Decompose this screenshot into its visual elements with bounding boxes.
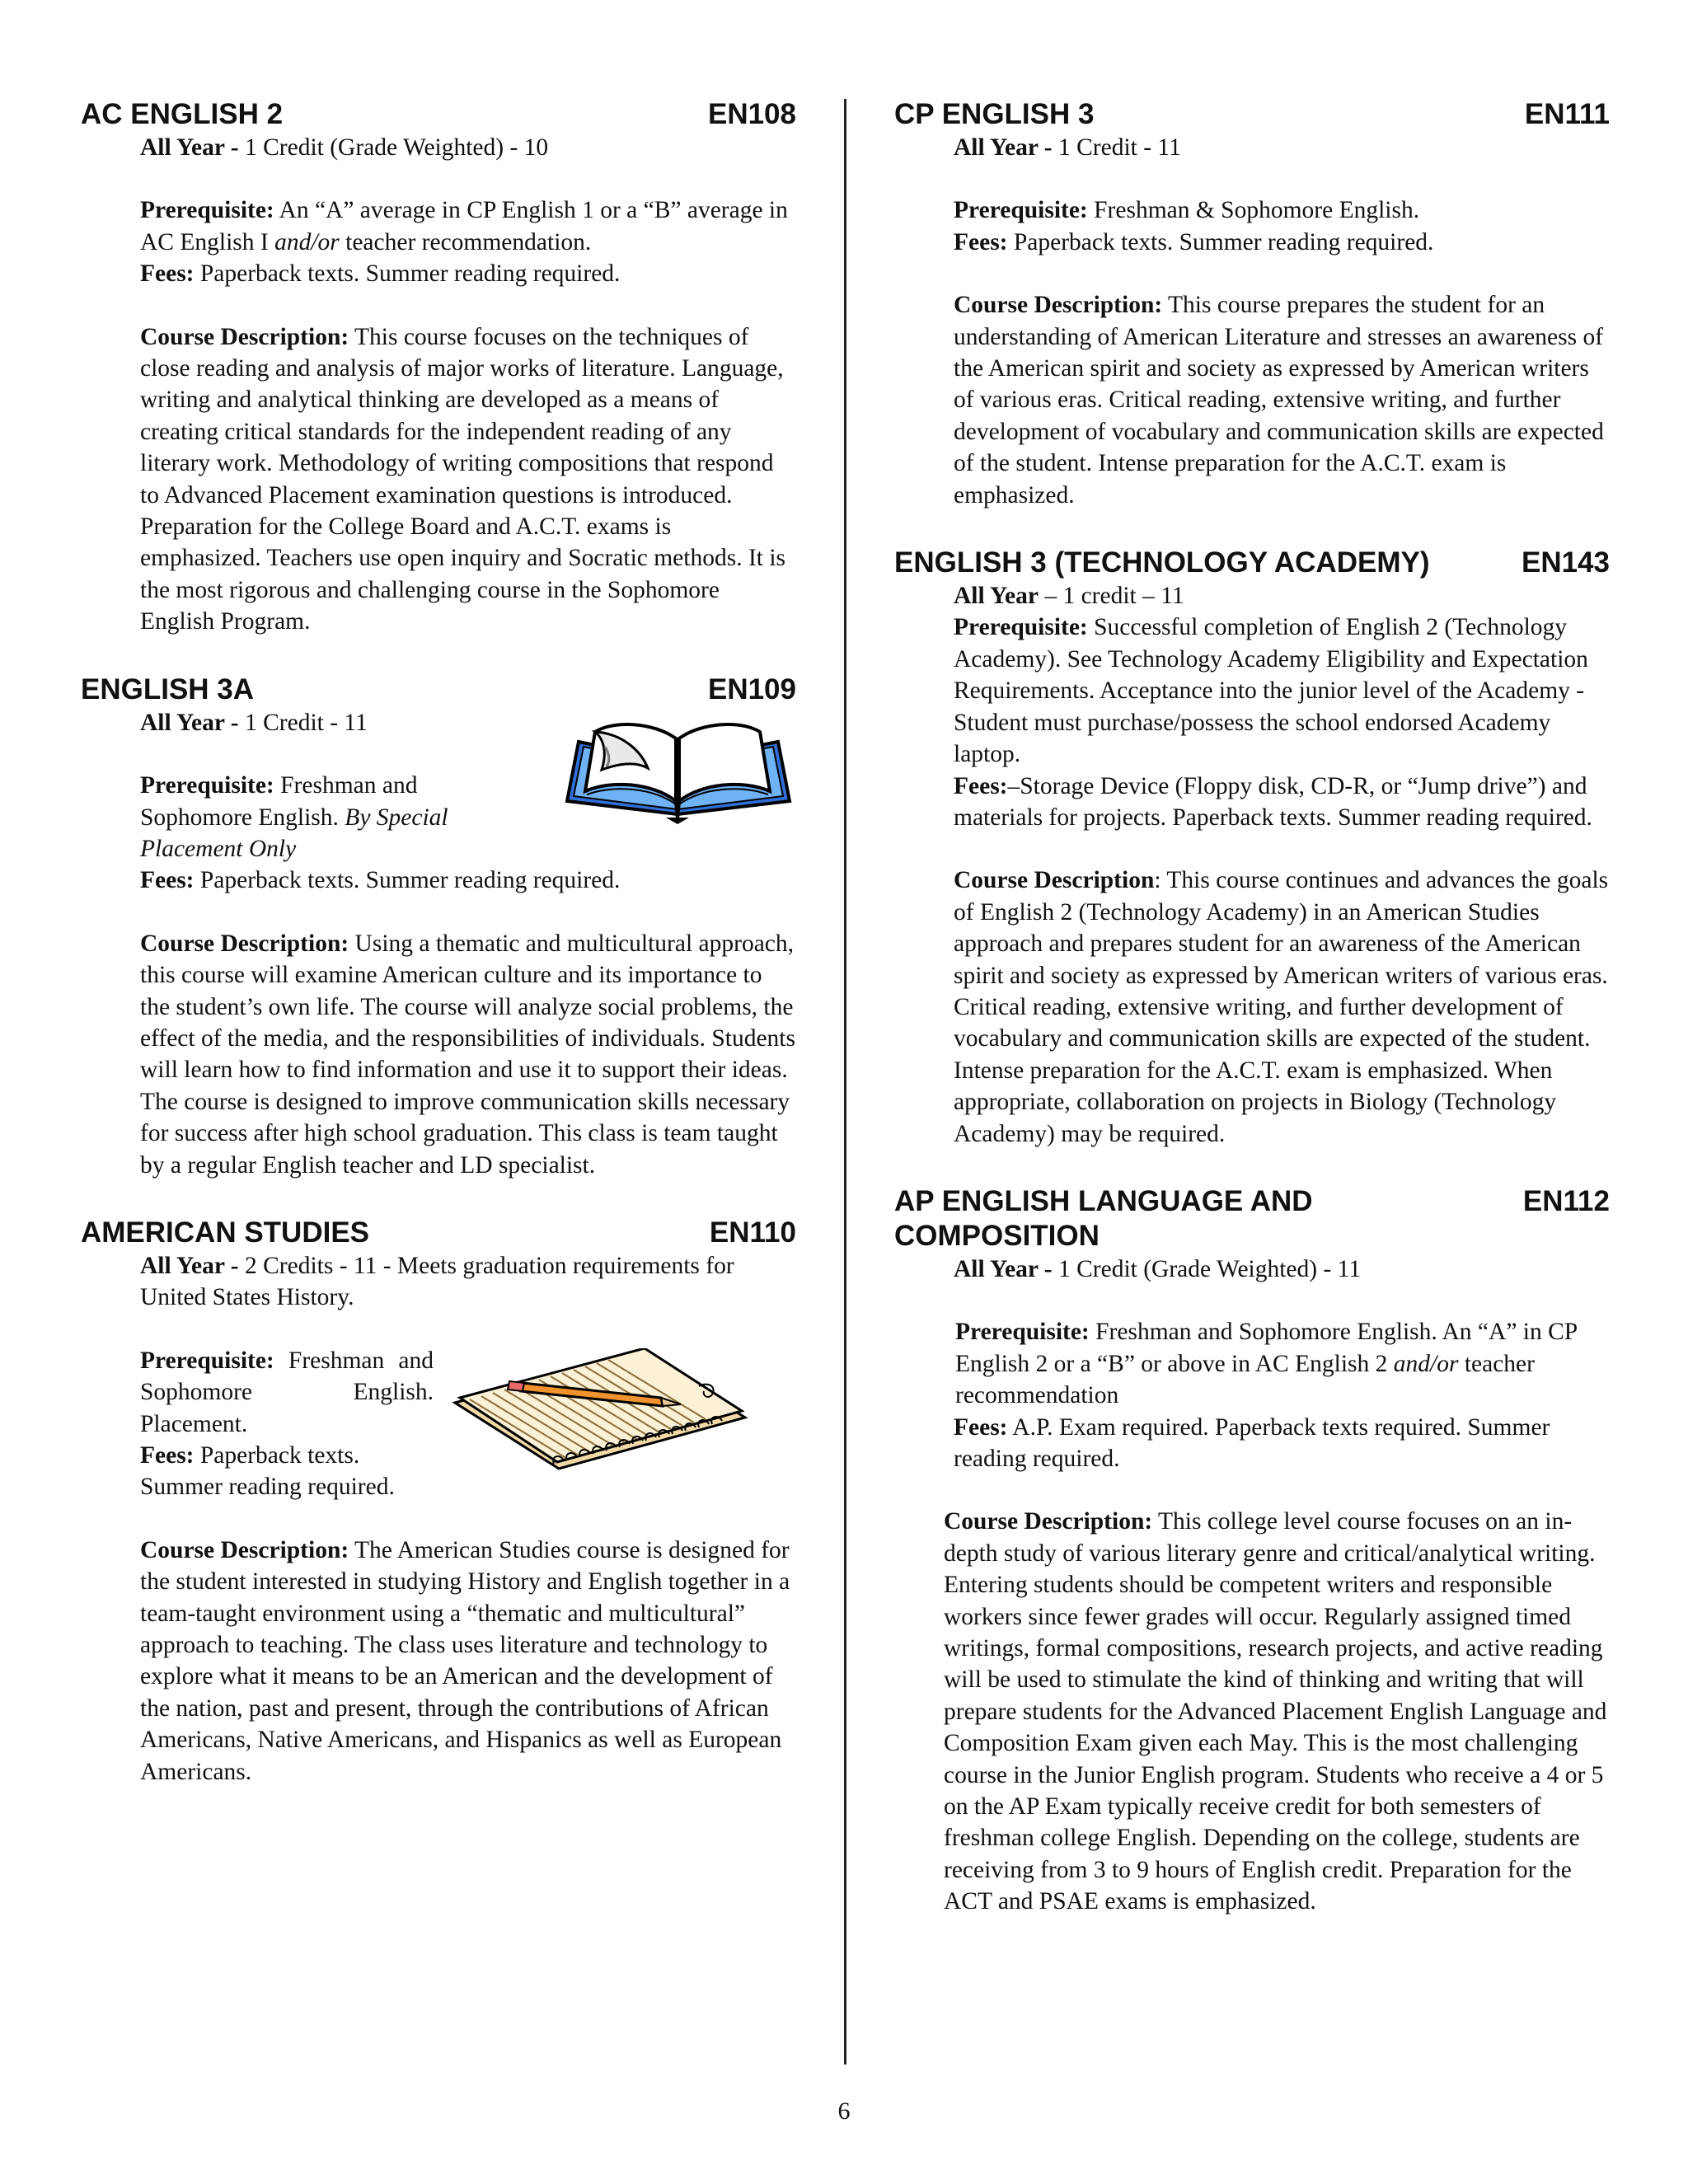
course-en108 — [81, 97, 796, 638]
course-title: CP ENGLISH 3 — [894, 98, 1095, 130]
course-description: Course Description: This course focuses on the techniques of close reading and analysis of major works of literature. Language, writing and analytical thinking are developed as a means of creating critical standards for the independent reading of any literary work. Methodology of writing compositions that respond to Advanced Placement examination questions is introduced. Preparation for the College Board and A.C.T. exams is emphasized. Teachers use open inquiry and Socratic methods. It is the most rigorous and challenging course in the Sophomore English Program. — [140, 323, 786, 635]
course-header — [894, 546, 1610, 580]
course-en111 — [894, 97, 1610, 511]
course-fees: Fees: Paperback texts. Summer reading required. — [140, 260, 621, 288]
course-fees: Fees:–Storage Device (Floppy disk, CD-R, or “Jump drive”) and materials for projects. Paperback texts. Summer reading required. — [954, 772, 1592, 831]
course-header — [81, 97, 796, 132]
course-prerequisite: Prerequisite: Freshman and Sophomore English. An “A” in CP English 2 or a “B” or above in AC English 2 and/or teacher recommendation — [955, 1319, 1578, 1409]
course-code: EN108 — [707, 98, 796, 130]
course-body — [954, 580, 1610, 1150]
course-header — [81, 673, 796, 707]
course-fees: Fees: Paperback texts. Summer reading required. — [140, 867, 621, 894]
course-fees: Fees: A.P. Exam required. Paperback texts required. Summer reading required. — [954, 1413, 1550, 1472]
course-code: EN109 — [707, 673, 796, 705]
course-title: AC ENGLISH 2 — [81, 98, 284, 130]
course-body — [140, 132, 796, 638]
course-term: All Year - 1 Credit (Grade Weighted) - 11 — [954, 1255, 1362, 1282]
course-term: All Year - 1 Credit - 11 — [954, 134, 1181, 161]
course-header — [894, 1184, 1610, 1254]
course-en109 — [81, 673, 796, 1181]
course-code: EN110 — [709, 1216, 796, 1249]
course-title: ENGLISH 3 (TECHNOLOGY ACADEMY) — [894, 546, 1430, 579]
course-code: EN143 — [1521, 546, 1610, 579]
course-description: Course Description: Using a thematic and multicultural approach, this course will examine American culture and its importance to the student’s own life. The course will analyze social problems, the effect of the media, and the responsibilities of individuals. Students will learn how to find information and use it to support their ideas. The course is designed to improve communication skills necessary for success after high school graduation. This class is team taught by a regular English teacher and LD specialist. — [140, 930, 795, 1179]
course-prerequisite: Prerequisite: Freshman & Sophomore English. — [954, 197, 1420, 224]
open-book-icon — [562, 722, 795, 829]
course-body — [944, 1254, 1610, 1918]
course-en112 — [894, 1184, 1610, 1918]
course-title: ENGLISH 3A — [81, 673, 255, 705]
course-body — [140, 1250, 796, 1788]
course-prerequisite: Prerequisite: Freshman and Sophomore English. By Special Placement Only — [140, 772, 448, 862]
course-term: All Year – 1 credit – 11 — [954, 583, 1184, 610]
course-header — [894, 97, 1610, 132]
course-term: All Year - 1 Credit (Grade Weighted) - 10 — [140, 134, 549, 161]
page-number: 6 — [837, 2097, 851, 2125]
course-description: Course Description: This college level course focuses on an in-depth study of various literary genre and critical/analytical writing. Entering students should be competent writers and responsible workers since fewer grades will occur. Regularly assigned timed writings, formal compositions, research projects, and active reading will be used to stimulate the kind of thinking and writing that will prepare students for the Advanced Placement English Language and Composition Exam given each May. This is the most challenging course in the Junior English program. Students who receive a 4 or 5 on the AP Exam typically receive credit for both semesters of freshman college English. Depending on the college, students are receiving from 3 to 9 hours of English credit. Preparation for the ACT and PSAE exams is emphasized. — [944, 1508, 1607, 1915]
column-divider — [844, 99, 846, 2064]
course-title: AMERICAN STUDIES — [81, 1216, 370, 1249]
left-column — [81, 97, 796, 1788]
course-description: Course Description: This course continues and advances the goals of English 2 (Technology Academy) in an American Studies approach and prepares student for an awareness of the American spirit and society as expressed by American writers of various eras. Critical reading, extensive writing, and further development of vocabulary and communication skills are expected of the student. Intense preparation for the A.C.T. exam is emphasized. When appropriate, collaboration on projects in Biology (Technology Academy) may be required. — [954, 867, 1609, 1147]
course-term: All Year - 1 Credit - 11 — [140, 709, 368, 736]
course-code: EN112 — [1522, 1184, 1610, 1217]
notepad-pencil-icon — [452, 1348, 748, 1472]
right-column — [894, 97, 1610, 1918]
course-header — [81, 1216, 796, 1250]
course-title: AP ENGLISH LANGUAGE AND COMPOSITION — [894, 1184, 1313, 1252]
course-body — [140, 707, 796, 1181]
course-fees: Fees: Paperback texts. Summer reading required. — [954, 228, 1434, 255]
course-prerequisite: Prerequisite: Freshman and Sophomore English. Placement. — [140, 1347, 434, 1437]
course-fees: Fees: Paperback texts. Summer reading required. — [140, 1442, 395, 1501]
course-term: All Year - 2 Credits - 11 - Meets graduation requirements for United States History. — [140, 1252, 734, 1311]
course-en143 — [894, 546, 1610, 1150]
course-description: Course Description: This course prepares the student for an understanding of American Literature and stresses an awareness of the American spirit and society as expressed by American writers of various eras. Critical reading, extensive writing, and further development of vocabulary and communication skills are expected of the student. Intense preparation for the A.C.T. exam is emphasized. — [954, 292, 1604, 509]
course-description: Course Description: The American Studies course is designed for the student interested in studying History and English together in a team-taught environment using a “thematic and multicultural” approach to teaching. The class uses literature and technology to explore what it means to be an American and the development of the nation, past and present, through the contributions of African Americans, Native Americans, and Hispanics as well as European Americans. — [140, 1536, 790, 1785]
course-body — [954, 132, 1610, 511]
course-en110 — [81, 1216, 796, 1788]
course-code: EN111 — [1524, 98, 1610, 130]
course-prerequisite: Prerequisite: Successful completion of English 2 (Technology Academy). See Technology Academy Eligibility and Expectation Requirements. Acceptance into the junior level of the Academy - Student must purchase/possess the school endorsed Academy laptop. — [954, 614, 1588, 768]
course-prerequisite: Prerequisite: An “A” average in CP English 1 or a “B” average in AC English I and/or teacher recommendation. — [140, 197, 788, 255]
